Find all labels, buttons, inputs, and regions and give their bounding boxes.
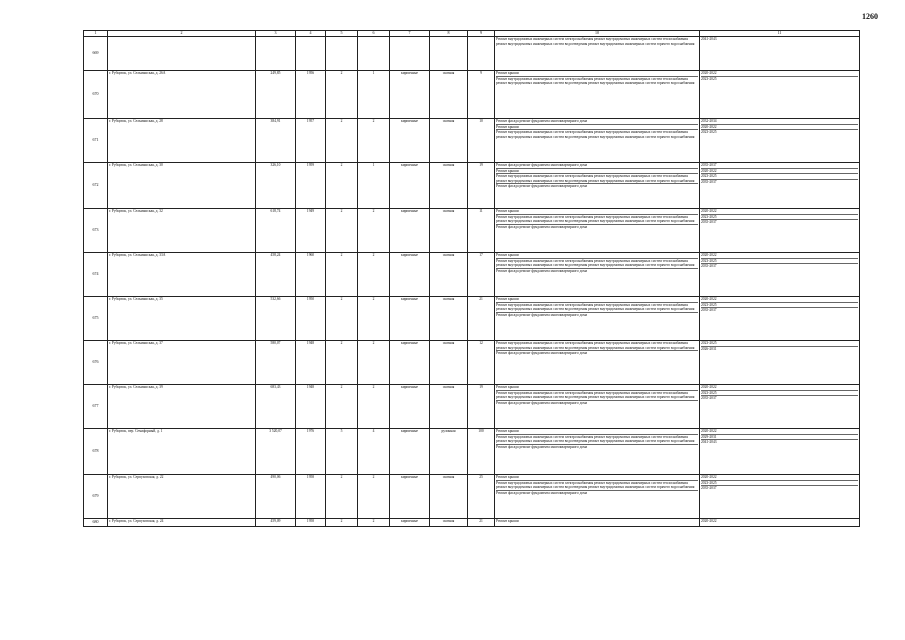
work-item: Ремонт внутридомовых инженерных систем электроснабжения ремонт внутридомовых инженерных систем теплоснабжения ремонт внутридомовых инженерных систем водоотведения ремонт внутридомовых инженерных систем горячего водоснабжения: [496, 341, 698, 351]
years-cell: [700, 37, 860, 71]
roof-type-cell: скатная: [430, 209, 468, 253]
area-cell: 459,09: [256, 519, 296, 527]
entrances-cell: 2: [358, 341, 390, 385]
address-cell: [108, 37, 256, 71]
roof-type-cell: рулонная: [430, 429, 468, 475]
floors-cell: 2: [326, 519, 358, 527]
years-cell: [700, 385, 860, 429]
years-cell: [700, 209, 860, 253]
works-cell: [495, 163, 700, 209]
header-cell: 11: [700, 31, 860, 37]
work-item: Ремонт фасада ремонт фундамента многоквартирного дома: [496, 400, 588, 405]
row-number: 680: [84, 519, 108, 527]
table-row: [84, 475, 860, 519]
work-item: Ремонт фасада ремонт фундамента многоквартирного дома: [496, 163, 698, 169]
works-cell: [495, 37, 700, 71]
entrances-cell: 2: [358, 297, 390, 341]
row-number: 673: [84, 209, 108, 253]
area-cell: 580,07: [256, 341, 296, 385]
floors-cell: 5: [326, 429, 358, 475]
address-cell: г. Рубцовск, ул. Сельмашская, д. 39: [108, 385, 256, 429]
entrances-cell: 2: [358, 209, 390, 253]
work-item: Ремонт внутридомовых инженерных систем электроснабжения ремонт внутридомовых инженерных систем теплоснабжения ремонт внутридомовых инженерных систем водоотведения ремонт внутридомовых инженерных систем горячего водоснабжения: [496, 303, 698, 313]
year-built-cell: [296, 37, 326, 71]
table-row: [84, 341, 860, 385]
work-item: Ремонт крыши: [496, 125, 698, 131]
period-item: 2035-2037: [701, 179, 717, 184]
table-row: [84, 119, 860, 163]
table-row: [84, 385, 860, 429]
header-cell: 1: [84, 31, 108, 37]
period-item: 2020-2022: [701, 475, 858, 481]
housing-register-table: [83, 30, 860, 527]
row-number: 672: [84, 163, 108, 209]
years-cell: [700, 253, 860, 297]
period-item: 2035-2037: [701, 163, 858, 169]
works-cell: [495, 475, 700, 519]
period-item: 2029-2031: [701, 435, 858, 441]
period-item: 2020-2022: [701, 253, 858, 259]
years-cell: [700, 163, 860, 209]
years-cell: [700, 71, 860, 119]
work-item: Ремонт внутридомовых инженерных систем электроснабжения ремонт внутридомовых инженерных систем теплоснабжения ремонт внутридомовых инженерных систем водоотведения ремонт внутридомовых инженерных систем горячего водоснабжения: [496, 391, 698, 401]
works-cell: [495, 209, 700, 253]
row-number: 677: [84, 385, 108, 429]
work-item: Ремонт внутридомовых инженерных систем электроснабжения ремонт внутридомовых инженерных систем теплоснабжения ремонт внутридомовых инженерных систем водоотведения ремонт внутридомовых инженерных систем горячего водоснабжения: [496, 215, 698, 225]
work-item: Ремонт фасада ремонт фундамента многоквартирного дома: [496, 119, 698, 125]
roof-type-cell: скатная: [430, 519, 468, 527]
header-cell: 7: [390, 31, 430, 37]
period-item: 2020-2022: [701, 519, 717, 523]
address-cell: г. Рубцовск, пер. Семафорный, д. 1: [108, 429, 256, 475]
header-cell: 10: [495, 31, 700, 37]
roof-type-cell: скатная: [430, 71, 468, 119]
table-row: [84, 71, 860, 119]
flats-count-cell: 21: [468, 519, 495, 527]
works-cell: [495, 297, 700, 341]
floors-cell: 2: [326, 385, 358, 429]
row-number: 674: [84, 253, 108, 297]
work-item: Ремонт крыши: [496, 475, 698, 481]
year-built-cell: 1958: [296, 475, 326, 519]
flats-count-cell: [468, 37, 495, 71]
walls-material-cell: кирпичные: [390, 519, 430, 527]
period-item: 2020-2022: [701, 169, 858, 175]
work-item: Ремонт крыши: [496, 385, 698, 391]
period-item: 2035-2037: [701, 220, 717, 225]
period-item: 2035-2037: [701, 264, 717, 269]
table-row: [84, 297, 860, 341]
period-item: 2020-2022: [701, 71, 858, 77]
year-built-cell: 1958: [296, 519, 326, 527]
roof-type-cell: скатная: [430, 163, 468, 209]
period-item: 2023-2025: [701, 215, 858, 221]
row-number: 676: [84, 341, 108, 385]
address-cell: г. Рубцовск, ул. Сельмашская, д. 30: [108, 163, 256, 209]
year-built-cell: 1948: [296, 385, 326, 429]
period-item: 2032-2034: [701, 119, 858, 125]
floors-cell: 2: [326, 341, 358, 385]
year-built-cell: 1950: [296, 297, 326, 341]
flats-count-cell: 17: [468, 253, 495, 297]
header-cell: 4: [296, 31, 326, 37]
table-row: [84, 163, 860, 209]
roof-type-cell: скатная: [430, 119, 468, 163]
year-built-cell: 1959: [296, 163, 326, 209]
walls-material-cell: кирпичные: [390, 163, 430, 209]
table-row: [84, 253, 860, 297]
floors-cell: [326, 37, 358, 71]
flats-count-cell: 19: [468, 385, 495, 429]
work-item: Ремонт внутридомовых инженерных систем электроснабжения ремонт внутридомовых инженерных систем теплоснабжения ремонт внутридомовых инженерных систем водоотведения ремонт внутридомовых инженерных систем горячего водоснабжения: [496, 259, 698, 269]
address-cell: г. Рубцовск, ул. Сельмашская, д. 37: [108, 341, 256, 385]
period-item: 2023-2025: [701, 303, 858, 309]
period-item: 2035-2037: [701, 486, 717, 491]
row-number: 671: [84, 119, 108, 163]
work-item: Ремонт крыши: [496, 209, 698, 215]
flats-count-cell: 21: [468, 297, 495, 341]
roof-type-cell: скатная: [430, 253, 468, 297]
roof-type-cell: скатная: [430, 385, 468, 429]
work-item: Ремонт крыши: [496, 71, 698, 77]
walls-material-cell: кирпичные: [390, 341, 430, 385]
period-item: 2020-2022: [701, 297, 858, 303]
years-cell: [700, 297, 860, 341]
work-item: Ремонт фасада ремонт фундамента многоквартирного дома: [496, 224, 588, 229]
entrances-cell: 1: [358, 163, 390, 209]
flats-count-cell: 10: [468, 119, 495, 163]
period-item: 2020-2022: [701, 209, 858, 215]
table-row: [84, 429, 860, 475]
floors-cell: 2: [326, 119, 358, 163]
flats-count-cell: 25: [468, 475, 495, 519]
walls-material-cell: кирпичные: [390, 71, 430, 119]
table-row: [84, 209, 860, 253]
work-item: Ремонт фасада ремонт фундамента многоквартирного дома: [496, 268, 588, 273]
year-built-cell: 1960: [296, 253, 326, 297]
floors-cell: 2: [326, 163, 358, 209]
header-cell: 6: [358, 31, 390, 37]
floors-cell: 2: [326, 253, 358, 297]
row-number: 678: [84, 429, 108, 475]
work-item: Ремонт внутридомовых инженерных систем электроснабжения ремонт внутридомовых инженерных систем теплоснабжения ремонт внутридомовых инженерных систем водоотведения ремонт внутридомовых инженерных систем горячего водоснабжения: [496, 130, 695, 139]
row-number: 670: [84, 71, 108, 119]
area-cell: 683,43: [256, 385, 296, 429]
year-built-cell: 1949: [296, 209, 326, 253]
walls-material-cell: кирпичные: [390, 253, 430, 297]
entrances-cell: 2: [358, 519, 390, 527]
entrances-cell: 4: [358, 429, 390, 475]
period-item: 2020-2022: [701, 429, 858, 435]
entrances-cell: [358, 37, 390, 71]
page-number: 1260: [862, 12, 878, 21]
roof-type-cell: скатная: [430, 341, 468, 385]
years-cell: [700, 119, 860, 163]
row-number: 679: [84, 475, 108, 519]
work-item: Ремонт крыши: [496, 297, 698, 303]
period-item: 2020-2022: [701, 125, 858, 131]
work-item: Ремонт внутридомовых инженерных систем электроснабжения ремонт внутридомовых инженерных систем теплоснабжения ремонт внутридомовых инженерных систем водоотведения ремонт внутридомовых инженерных систем горячего водоснабжения: [496, 435, 698, 445]
years-cell: [700, 519, 860, 527]
work-item: Ремонт фасада ремонт фундамента многоквартирного дома: [496, 444, 588, 449]
year-built-cell: 1956: [296, 71, 326, 119]
work-item: Ремонт фасада ремонт фундамента многоквартирного дома: [496, 312, 588, 317]
year-built-cell: 1976: [296, 429, 326, 475]
header-cell: 2: [108, 31, 256, 37]
entrances-cell: 2: [358, 119, 390, 163]
header-cell: 3: [256, 31, 296, 37]
table-row: [84, 37, 860, 71]
work-item: Ремонт крыши: [496, 253, 698, 259]
works-cell: [495, 341, 700, 385]
walls-material-cell: кирпичные: [390, 119, 430, 163]
header-cell: 9: [468, 31, 495, 37]
work-item: Ремонт внутридомовых инженерных систем электроснабжения ремонт внутридомовых инженерных систем теплоснабжения ремонт внутридомовых инженерных систем водоотведения ремонт внутридомовых инженерных систем горячего водоснабжения: [496, 481, 698, 491]
table-row: [84, 519, 860, 527]
address-cell: г. Рубцовск, ул. Сельмашская, д. 26А: [108, 71, 256, 119]
period-item: 2023-2025: [701, 174, 858, 180]
period-item: 2023-2025: [701, 391, 858, 397]
row-number: 675: [84, 297, 108, 341]
area-cell: 249,85: [256, 71, 296, 119]
walls-material-cell: кирпичные: [390, 209, 430, 253]
years-cell: [700, 475, 860, 519]
address-cell: г. Рубцовск, ул. Сельмашская, д. 33А: [108, 253, 256, 297]
work-item: Ремонт внутридомовых инженерных систем электроснабжения ремонт внутридомовых инженерных систем теплоснабжения ремонт внутридомовых инженерных систем водоотведения ремонт внутридомовых инженерных систем горячего водоснабжения: [496, 76, 695, 86]
works-cell: [495, 385, 700, 429]
work-item: Ремонт фасада ремонт фундамента многоквартирного дома: [496, 351, 588, 356]
area-cell: 532,66: [256, 297, 296, 341]
period-item: 2023-2025: [701, 259, 858, 265]
entrances-cell: 2: [358, 385, 390, 429]
period-item: 2023-2025: [701, 341, 858, 347]
walls-material-cell: кирпичные: [390, 429, 430, 475]
work-item: Ремонт фасада ремонт фундамента многоквартирного дома: [496, 490, 588, 495]
header-cell: 5: [326, 31, 358, 37]
floors-cell: 2: [326, 71, 358, 119]
year-built-cell: 1957: [296, 119, 326, 163]
walls-material-cell: кирпичные: [390, 297, 430, 341]
flats-count-cell: 100: [468, 429, 495, 475]
years-cell: [700, 429, 860, 475]
work-item: Ремонт фасада ремонт фундамента многоквартирного дома: [496, 184, 588, 189]
floors-cell: 2: [326, 209, 358, 253]
works-cell: [495, 71, 700, 119]
floors-cell: 2: [326, 475, 358, 519]
work-item: Ремонт внутридомовых инженерных систем электроснабжения ремонт внутридомовых инженерных систем теплоснабжения ремонт внутридомовых инженерных систем водоотведения ремонт внутридомовых инженерных систем горячего водоснабжения: [496, 37, 695, 46]
works-cell: [495, 519, 700, 527]
period-item: 2020-2022: [701, 385, 858, 391]
address-cell: г. Рубцовск, ул. Сельмашская, д. 32: [108, 209, 256, 253]
entrances-cell: 2: [358, 253, 390, 297]
works-cell: [495, 119, 700, 163]
period-item: 2023-2025: [701, 130, 717, 135]
flats-count-cell: 11: [468, 209, 495, 253]
address-cell: г. Рубцовск, ул. Серпуховская, д. 22: [108, 475, 256, 519]
flats-count-cell: 19: [468, 163, 495, 209]
period-item: 2023-2025: [701, 481, 858, 487]
address-cell: г. Рубцовск, ул. Серпуховская, д. 24: [108, 519, 256, 527]
row-number: 669: [84, 37, 108, 71]
area-cell: 618,74: [256, 209, 296, 253]
area-cell: 3 520,07: [256, 429, 296, 475]
floors-cell: 2: [326, 297, 358, 341]
area-cell: 384,91: [256, 119, 296, 163]
period-item: 2026-2031: [701, 346, 717, 351]
roof-type-cell: скатная: [430, 475, 468, 519]
walls-material-cell: кирпичные: [390, 475, 430, 519]
area-cell: [256, 37, 296, 71]
work-item: Ремонт крыши: [496, 519, 519, 523]
walls-material-cell: [390, 37, 430, 71]
entrances-cell: 2: [358, 475, 390, 519]
walls-material-cell: кирпичные: [390, 385, 430, 429]
address-cell: г. Рубцовск, ул. Сельмашская, д. 35: [108, 297, 256, 341]
header-cell: 8: [430, 31, 468, 37]
works-cell: [495, 429, 700, 475]
area-cell: 458,24: [256, 253, 296, 297]
flats-count-cell: 9: [468, 71, 495, 119]
area-cell: 326,10: [256, 163, 296, 209]
flats-count-cell: 12: [468, 341, 495, 385]
period-item: 2035-2037: [701, 396, 717, 401]
address-cell: г. Рубцовск, ул. Сельмашская, д. 28: [108, 119, 256, 163]
year-built-cell: 1948: [296, 341, 326, 385]
entrances-cell: 1: [358, 71, 390, 119]
work-item: Ремонт крыши: [496, 169, 698, 175]
period-item: 2041-2043: [701, 37, 717, 41]
period-item: 2035-2037: [701, 308, 717, 313]
work-item: Ремонт внутридомовых инженерных систем электроснабжения ремонт внутридомовых инженерных систем теплоснабжения ремонт внутридомовых инженерных систем водоотведения ремонт внутридомовых инженерных систем горячего водоснабжения: [496, 174, 698, 184]
work-item: Ремонт крыши: [496, 429, 698, 435]
roof-type-cell: скатная: [430, 297, 468, 341]
years-cell: [700, 341, 860, 385]
area-cell: 490,06: [256, 475, 296, 519]
works-cell: [495, 253, 700, 297]
period-item: 2041-2043: [701, 440, 717, 445]
period-item: 2023-2025: [701, 76, 717, 81]
roof-type-cell: [430, 37, 468, 71]
